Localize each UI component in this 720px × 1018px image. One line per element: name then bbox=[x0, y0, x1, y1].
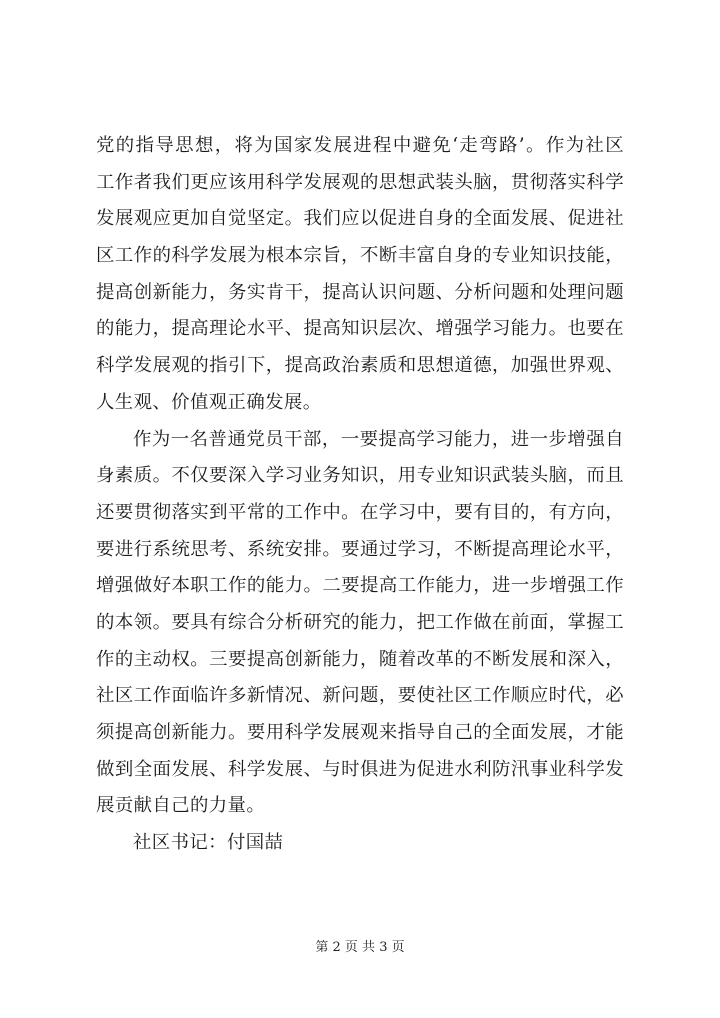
signature: 社区书记：付国喆 bbox=[133, 832, 284, 854]
paragraph-2-line: 展贡献自己的力量。 bbox=[96, 795, 266, 817]
paragraph-1-line: 科学发展观的指引下，提高政治素质和思想道德，加强世界观、 bbox=[96, 355, 624, 377]
document-body bbox=[96, 128, 624, 862]
paragraph-1-line: 区工作的科学发展为根本宗旨，不断丰富自身的专业知识技能， bbox=[96, 245, 624, 267]
paragraph-2-line: 身素质。不仅要深入学习业务知识，用专业知识武装头脑，而且 bbox=[96, 465, 624, 487]
paragraph-2-line: 须提高创新能力。要用科学发展观来指导自己的全面发展，才能 bbox=[96, 722, 624, 743]
paragraph-1-line: 的能力，提高理论水平、提高知识层次、增强学习能力。也要在 bbox=[96, 318, 624, 340]
paragraph-1-line: 党的指导思想，将为国家发展进程中避免‘走弯路’。作为社区 bbox=[96, 135, 624, 156]
paragraph-1-line: 发展观应更加自觉坚定。我们应以促进自身的全面发展、促进社 bbox=[96, 208, 624, 230]
paragraph-2-line: 还要贯彻落实到平常的工作中。在学习中，要有目的，有方向， bbox=[96, 501, 624, 523]
paragraph-2-line: 要进行系统思考、系统安排。要通过学习，不断提高理论水平， bbox=[96, 538, 624, 560]
paragraph-2-line: 的本领。要具有综合分析研究的能力，把工作做在前面，掌握工 bbox=[96, 611, 624, 633]
paragraph-1-line: 人生观、价值观正确发展。 bbox=[96, 391, 322, 413]
page-number-footer: 第 2 页 共 3 页 bbox=[315, 940, 405, 955]
paragraph-2-line: 作为一名普通党员干部，一要提高学习能力，进一步增强自 bbox=[133, 428, 624, 450]
paragraph-1-line: 提高创新能力，务实肯干，提高认识问题、分析问题和处理问题 bbox=[96, 281, 624, 303]
paragraph-2-line: 做到全面发展、科学发展、与时俱进为促进水利防汛事业科学发 bbox=[96, 758, 624, 780]
paragraph-1-line: 工作者我们更应该用科学发展观的思想武装头脑，贯彻落实科学 bbox=[96, 171, 624, 193]
paragraph-2-line: 增强做好本职工作的能力。二要提高工作能力，进一步增强工作 bbox=[96, 575, 624, 597]
paragraph-2-line: 作的主动权。三要提高创新能力，随着改革的不断发展和深入， bbox=[96, 648, 624, 670]
paragraph-2-line: 社区工作面临许多新情况、新问题，要使社区工作顺应时代，必 bbox=[96, 685, 624, 707]
